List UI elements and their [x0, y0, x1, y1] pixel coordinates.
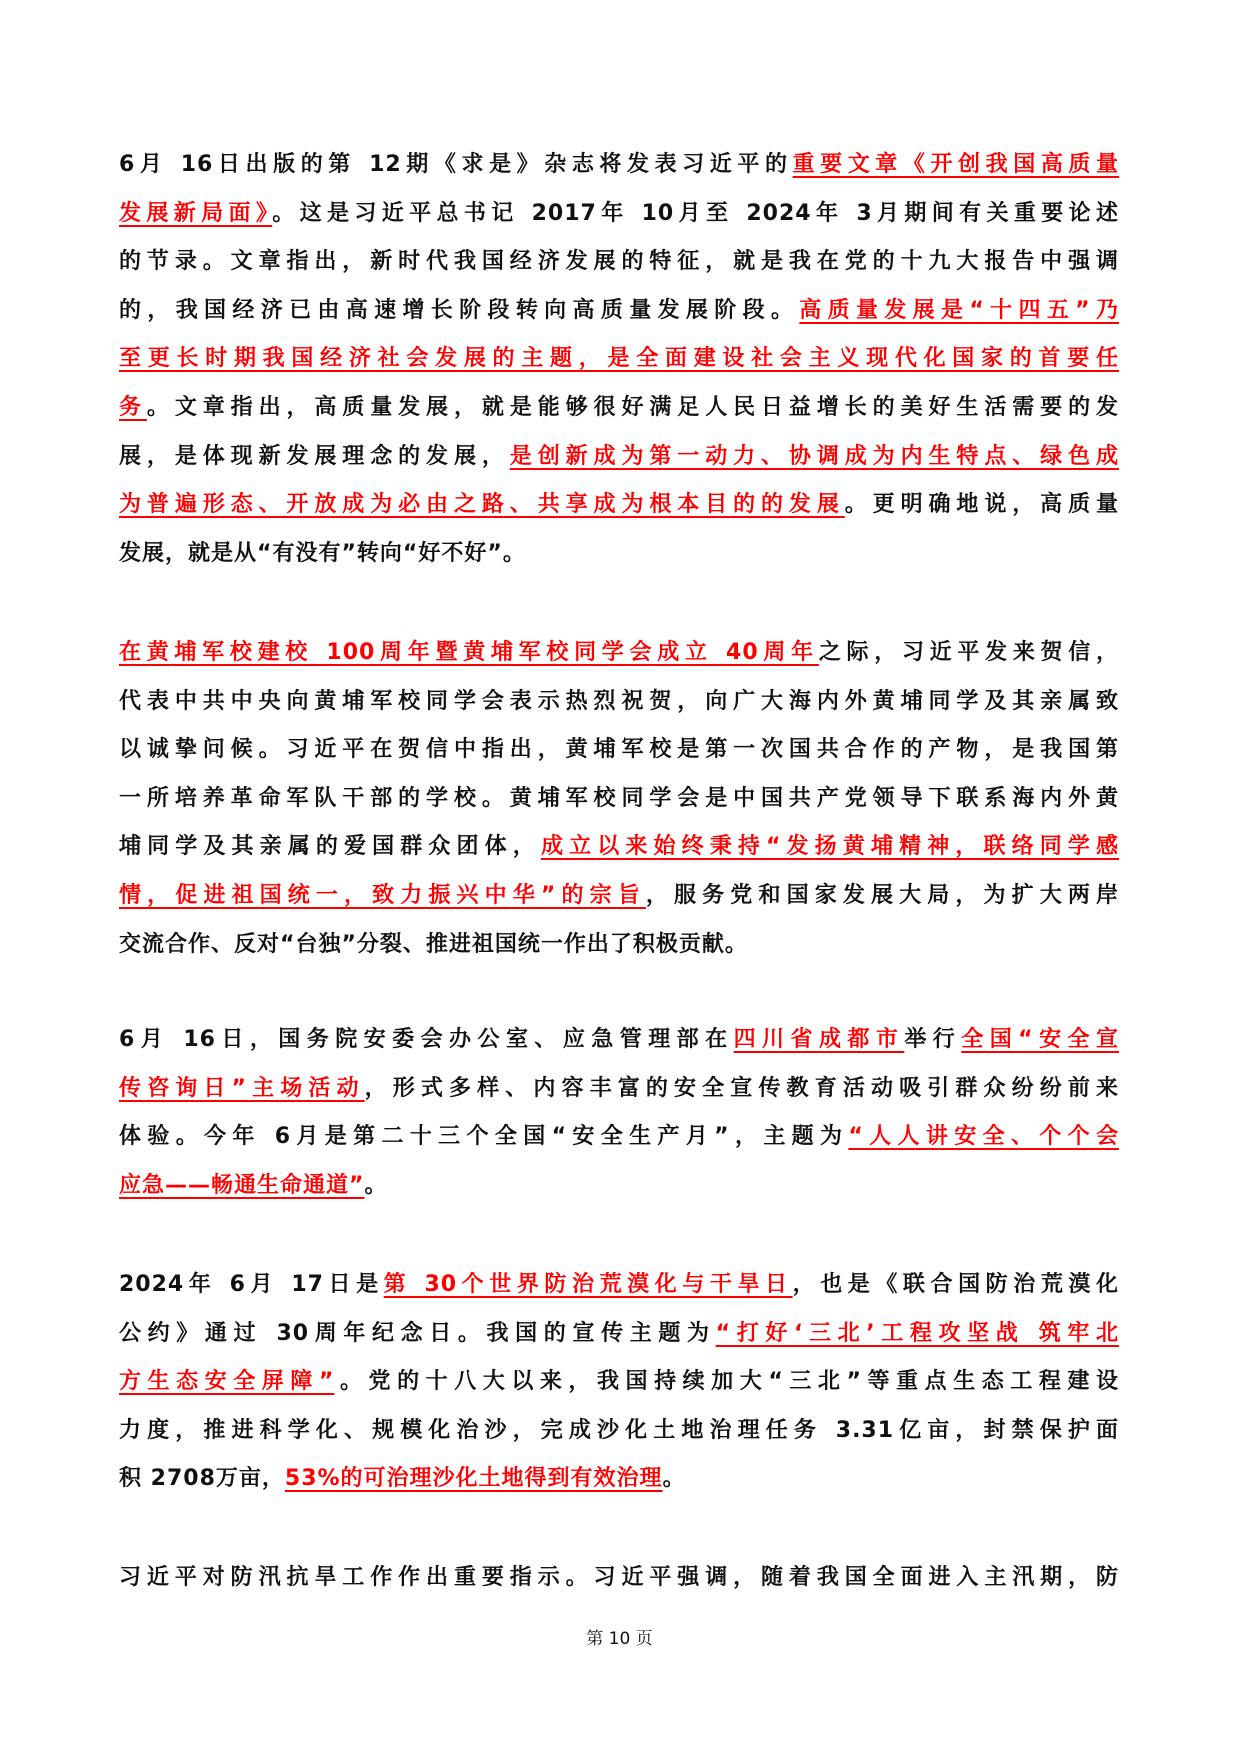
highlighted-text: 成立以来始终秉持“发扬黄埔精神，联络同学感 [540, 834, 1119, 860]
body-text: 。 [364, 1172, 388, 1198]
body-text: 积 2708万亩， [119, 1466, 285, 1492]
paragraph [119, 1016, 1119, 1210]
highlighted-text: 是创新成为第一动力、协调成为内生特点、绿色成 [509, 443, 1119, 469]
body-text: 2024年 6月 17日是 [119, 1272, 384, 1297]
text-line [119, 726, 1119, 775]
body-text: 交流合作、反对“台独”分裂、推进祖国统一作出了积极贡献。 [119, 931, 748, 957]
body-text: 举行 [904, 1027, 962, 1052]
body-text: 之际，习近平发来贺信， [818, 640, 1119, 665]
text-line [119, 238, 1119, 287]
text-line [119, 1407, 1119, 1456]
body-text: 代表中共中央向黄埔军校同学会表示热烈祝贺，向广大海内外黄埔同学及其亲属致 [119, 688, 1119, 714]
text-line [119, 1358, 1119, 1407]
text-line [119, 384, 1119, 433]
highlighted-text: 发展新局面》 [119, 200, 273, 226]
paragraph [119, 1261, 1119, 1504]
text-line [119, 1113, 1119, 1162]
text-line [119, 1554, 1119, 1603]
body-text: 体验。今年 6月是第二十三个全国“安全生产月”，主题为 [119, 1124, 849, 1150]
body-text: 。党的十八大以来，我国持续加大“三北”等重点生态工程建设 [334, 1369, 1119, 1395]
highlighted-text: 全国“安全宣 [961, 1027, 1119, 1052]
body-text: 。这是习近平总书记 2017年 10月至 2024年 3月期间有关重要论述 [272, 200, 1119, 226]
body-text: 。文章指出，高质量发展，就是能够很好满足人民日益增长的美好生活需要的发 [146, 394, 1119, 420]
text-line [119, 190, 1119, 239]
highlighted-text: 务 [119, 394, 147, 420]
text-line [119, 1455, 1119, 1504]
text-line [119, 287, 1119, 336]
paragraph [119, 141, 1119, 578]
text-line [119, 141, 1119, 190]
text-line [119, 678, 1119, 727]
highlighted-text: 重要文章《开创我国高质量 [792, 152, 1119, 177]
highlighted-text: 传咨询日”主场活动 [119, 1075, 365, 1101]
body-text: 。 [662, 1466, 686, 1492]
highlighted-text: 至更长时期我国经济社会发展的主题，是全面建设社会主义现代化国家的首要任 [119, 346, 1119, 372]
highlighted-text: 为普遍形态、开放成为必由之路、共享成为根本目的的发展 [119, 492, 845, 518]
highlighted-text: 四川省成都市 [733, 1027, 905, 1052]
text-line [119, 629, 1119, 678]
body-text: ，也是《联合国防治荒漠化 [792, 1272, 1119, 1297]
text-line [119, 823, 1119, 872]
highlighted-text: 方生态安全屏障” [119, 1369, 335, 1395]
highlighted-text: 情，促进祖国统一，致力振兴中华”的宗旨 [119, 882, 646, 908]
text-line [119, 530, 1119, 579]
paragraph [119, 629, 1119, 969]
body-text: 发展，就是从“有没有”转向“好不好”。 [119, 540, 526, 566]
body-text: 埔同学及其亲属的爱国群众团体， [119, 834, 541, 860]
highlighted-text: “人人讲安全、个个会 [848, 1124, 1119, 1150]
body-text: 展，是体现新发展理念的发展， [119, 443, 510, 469]
text-line [119, 1310, 1119, 1359]
page-number: 第 10 页 [586, 1629, 653, 1649]
body-text: 公约》通过 30周年纪念日。我国的宣传主题为 [119, 1320, 716, 1346]
body-text: 6月 16日出版的第 12期《求是》杂志将发表习近平的 [119, 152, 793, 177]
paragraph [119, 1554, 1119, 1603]
body-text: 一所培养革命军队干部的学校。黄埔军校同学会是中国共产党领导下联系海内外黄 [119, 785, 1119, 811]
text-line [119, 1065, 1119, 1114]
body-text: ，形式多样、内容丰富的安全宣传教育活动吸引群众纷纷前来 [364, 1075, 1119, 1101]
text-line [119, 775, 1119, 824]
body-text: 力度，推进科学化、规模化治沙，完成沙化土地治理任务 3.31亿亩，封禁保护面 [119, 1417, 1119, 1443]
body-text: ，服务党和国家发展大局，为扩大两岸 [645, 882, 1119, 908]
highlighted-text: 在黄埔军校建校 100周年暨黄埔军校同学会成立 40周年 [119, 640, 819, 665]
highlighted-text: 第 30个世界防治荒漠化与干旱日 [383, 1272, 793, 1297]
text-line [119, 1016, 1119, 1065]
highlighted-text: 53%的可治理沙化土地得到有效治理 [284, 1466, 663, 1492]
body-text: 的，我国经济已由高速增长阶段转向高质量发展阶段。 [119, 297, 800, 323]
body-text: 的节录。文章指出，新时代我国经济发展的特征，就是我在党的十九大报告中强调 [119, 249, 1119, 275]
highlighted-text: 高质量发展是“十四五”乃 [799, 297, 1119, 323]
text-line [119, 335, 1119, 384]
highlighted-text: 应急——畅通生命通道” [119, 1172, 365, 1198]
text-line [119, 921, 1119, 970]
body-text: 6月 16日，国务院安委会办公室、应急管理部在 [119, 1027, 734, 1052]
body-text: 习近平对防汛抗旱工作作出重要指示。习近平强调，随着我国全面进入主汛期，防 [119, 1565, 1119, 1590]
text-line [119, 1261, 1119, 1310]
text-line [119, 481, 1119, 530]
text-line [119, 872, 1119, 921]
highlighted-text: “打好‘三北’工程攻坚战 筑牢北 [715, 1320, 1119, 1346]
text-line [119, 433, 1119, 482]
body-text: 。更明确地说，高质量 [844, 492, 1119, 518]
body-text: 以诚挚问候。习近平在贺信中指出，黄埔军校是第一次国共合作的产物，是我国第 [119, 737, 1119, 763]
text-line [119, 1162, 1119, 1211]
